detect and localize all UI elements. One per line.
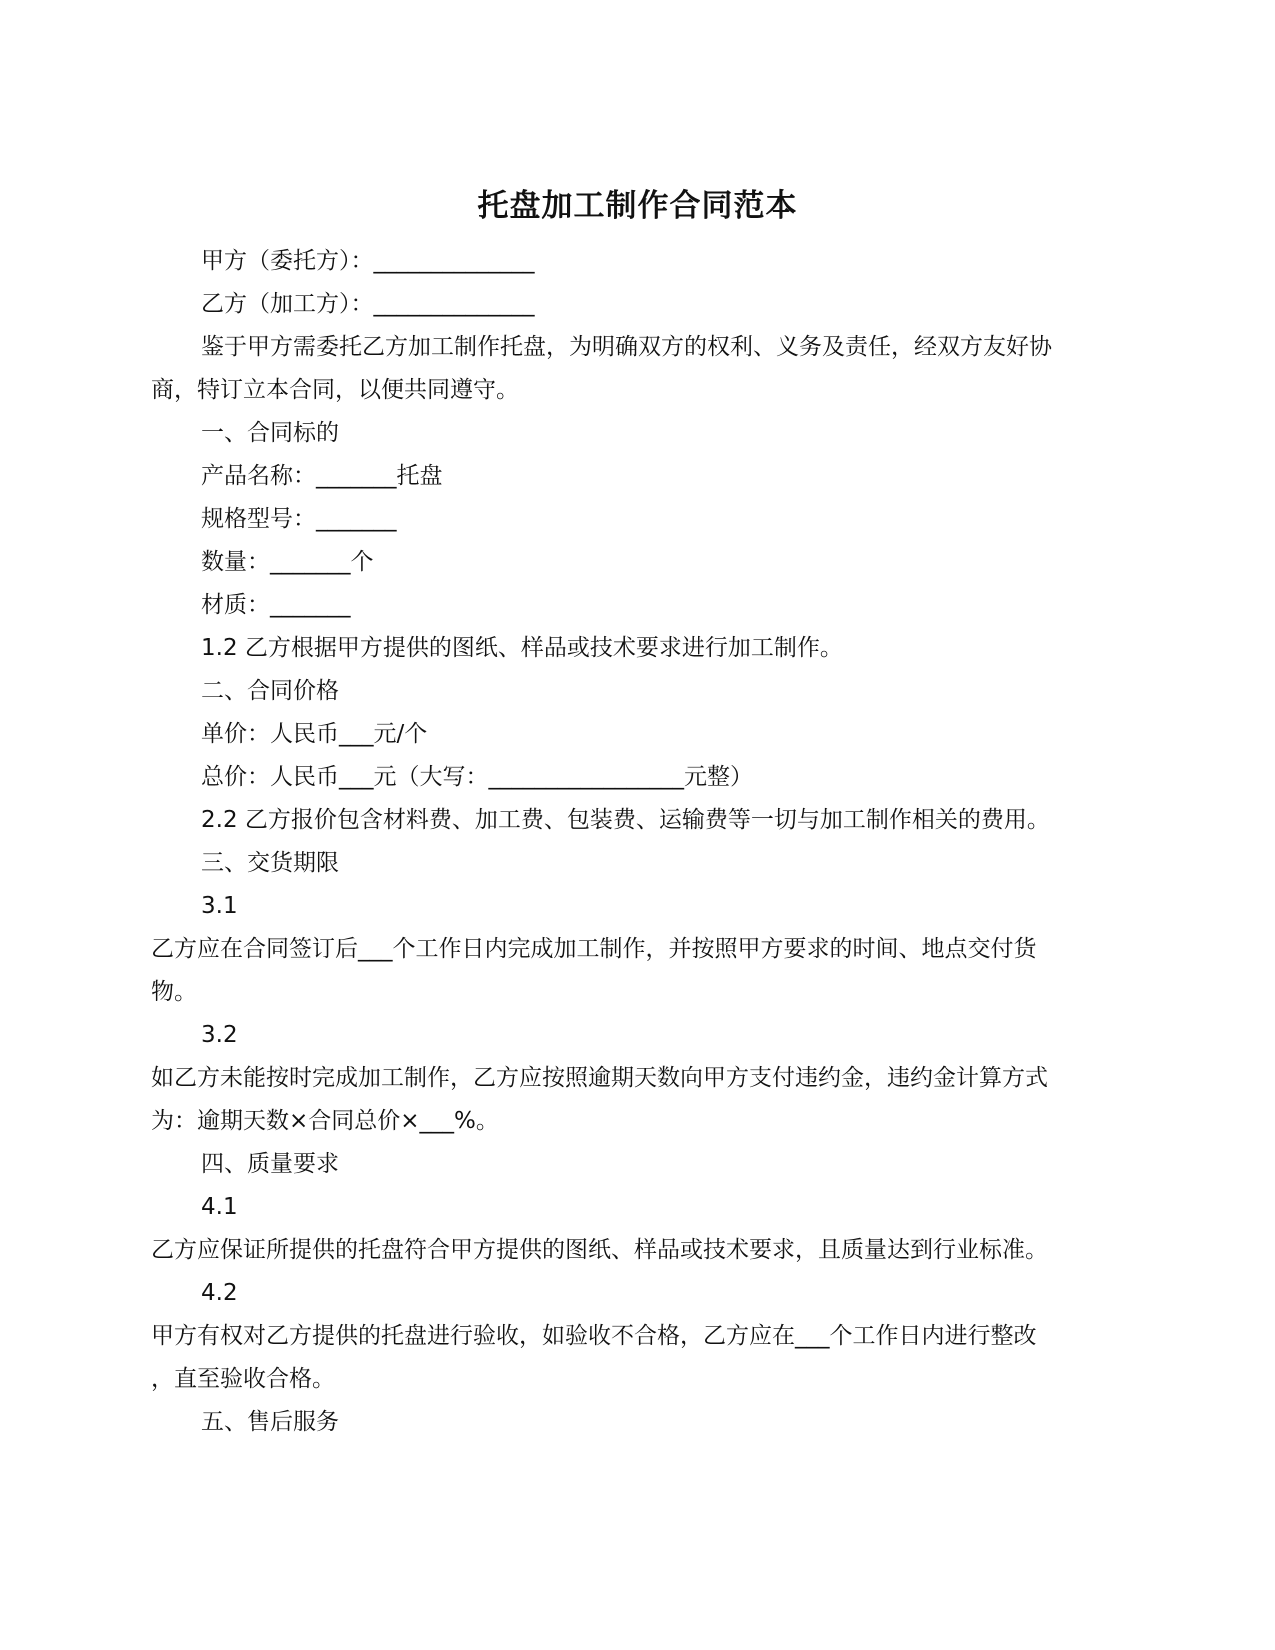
paragraph-line: 2.2 乙方报价包含材料费、加工费、包装费、运输费等一切与加工制作相关的费用。 — [201, 807, 1050, 833]
paragraph-line: 如乙方未能按时完成加工制作，乙方应按照逾期天数向甲方支付违约金，违约金计算方式 — [151, 1065, 1048, 1091]
paragraph-line: ，直至验收合格。 — [151, 1366, 335, 1392]
paragraph-line: 商，特订立本合同，以便共同遵守。 — [151, 377, 519, 403]
paragraph-line: 3.1 — [201, 893, 238, 919]
paragraph-line: 单价：人民币___元/个 — [201, 721, 428, 747]
paragraph-line: 乙方应保证所提供的托盘符合甲方提供的图纸、样品或技术要求，且质量达到行业标准。 — [151, 1237, 1048, 1263]
paragraph-line: 数量：_______个 — [201, 549, 374, 575]
document-title: 托盘加工制作合同范本 — [477, 188, 798, 224]
paragraph-line: 4.2 — [201, 1280, 238, 1306]
paragraph-line: 物。 — [151, 979, 197, 1005]
paragraph-line: 五、售后服务 — [201, 1409, 339, 1435]
document-body — [151, 240, 1131, 1444]
paragraph-line: 乙方应在合同签订后___个工作日内完成加工制作，并按照甲方要求的时间、地点交付货 — [151, 936, 1037, 962]
paragraph-line: 规格型号：_______ — [201, 506, 397, 532]
paragraph-line: 四、质量要求 — [201, 1151, 339, 1177]
paragraph-line: 3.2 — [201, 1022, 238, 1048]
paragraph-line: 三、交货期限 — [201, 850, 339, 876]
paragraph-line: 产品名称：_______托盘 — [201, 463, 443, 489]
paragraph-line: 乙方（加工方）：______________ — [201, 291, 535, 317]
paragraph-line: 一、合同标的 — [201, 420, 339, 446]
paragraph-line: 甲方（委托方）：______________ — [201, 248, 535, 274]
paragraph-line: 二、合同价格 — [201, 678, 339, 704]
paragraph-line: 4.1 — [201, 1194, 238, 1220]
paragraph-line: 1.2 乙方根据甲方提供的图纸、样品或技术要求进行加工制作。 — [201, 635, 843, 661]
paragraph-line: 材质：_______ — [201, 592, 351, 618]
paragraph-line: 甲方有权对乙方提供的托盘进行验收，如验收不合格，乙方应在___个工作日内进行整改 — [151, 1323, 1037, 1349]
paragraph-line: 鉴于甲方需委托乙方加工制作托盘，为明确双方的权利、义务及责任，经双方友好协 — [201, 334, 1052, 360]
paragraph-line: 为：逾期天数×合同总价×___%。 — [151, 1108, 499, 1134]
paragraph-line: 总价：人民币___元（大写：_________________元整） — [201, 764, 753, 790]
